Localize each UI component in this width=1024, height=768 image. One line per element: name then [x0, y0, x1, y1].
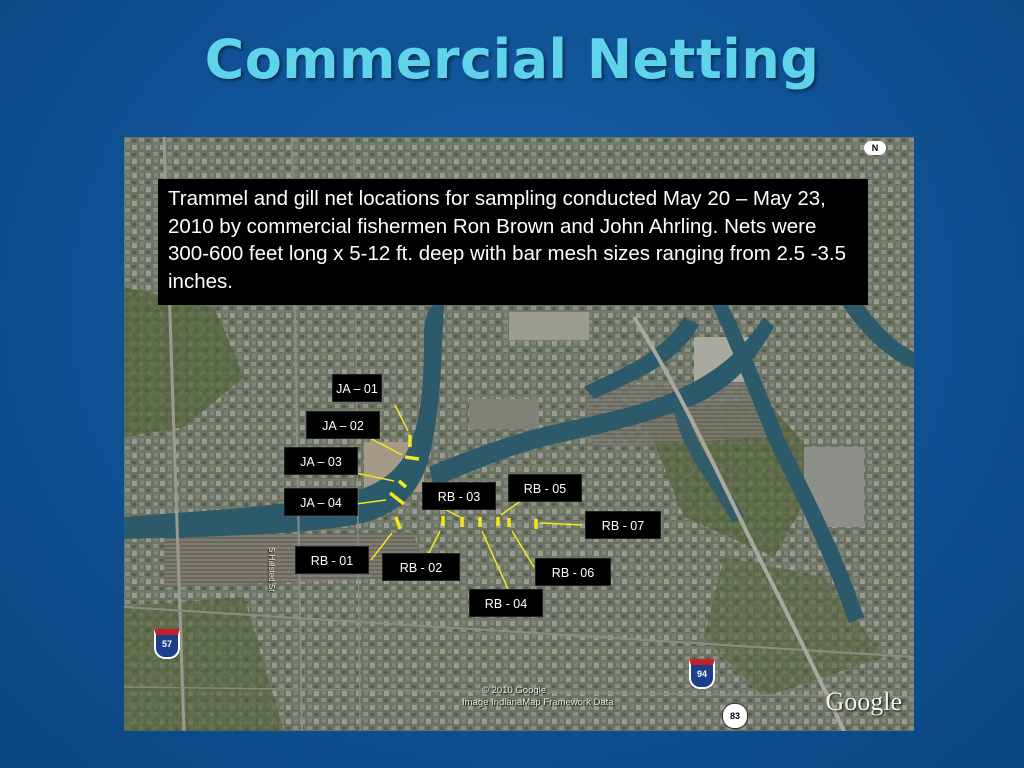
interstate-57-shield-icon: 57 [154, 629, 180, 659]
label-rb-04: RB - 04 [469, 589, 543, 617]
net-marker-ja02 [405, 457, 419, 459]
slide-title: Commercial Netting [204, 28, 820, 91]
label-rb-02: RB - 02 [382, 553, 460, 581]
route-83-shield-icon: 83 [722, 703, 748, 729]
label-rb-03: RB - 03 [422, 482, 496, 510]
label-rb-07: RB - 07 [585, 511, 661, 539]
map-copyright: © 2010 Google [482, 685, 547, 696]
map-imagery-credit: Image IndianaMap Framework Data [462, 697, 614, 708]
google-logo: Google [825, 687, 902, 716]
label-ja-03: JA – 03 [284, 447, 358, 475]
satellite-map [124, 137, 914, 731]
north-compass-icon: N [864, 141, 886, 155]
label-rb-05: RB - 05 [508, 474, 582, 502]
map-caption: Trammel and gill net locations for sampling conducted May 20 – May 23, 2010 by commercial fishermen Ron Brown and John Ahrling. Nets were 300-600 feet long x 5-12 ft. deep with bar mesh sizes ranging from 2.5 -3.5 inches. [158, 179, 868, 305]
label-ja-01: JA – 01 [332, 374, 382, 402]
label-ja-02: JA – 02 [306, 411, 380, 439]
label-rb-06: RB - 06 [535, 558, 611, 586]
label-rb-01: RB - 01 [295, 546, 369, 574]
interstate-94-shield-icon: 94 [689, 659, 715, 689]
label-ja-04: JA – 04 [284, 488, 358, 516]
road-label-halsted: S Halsted St [267, 547, 276, 592]
